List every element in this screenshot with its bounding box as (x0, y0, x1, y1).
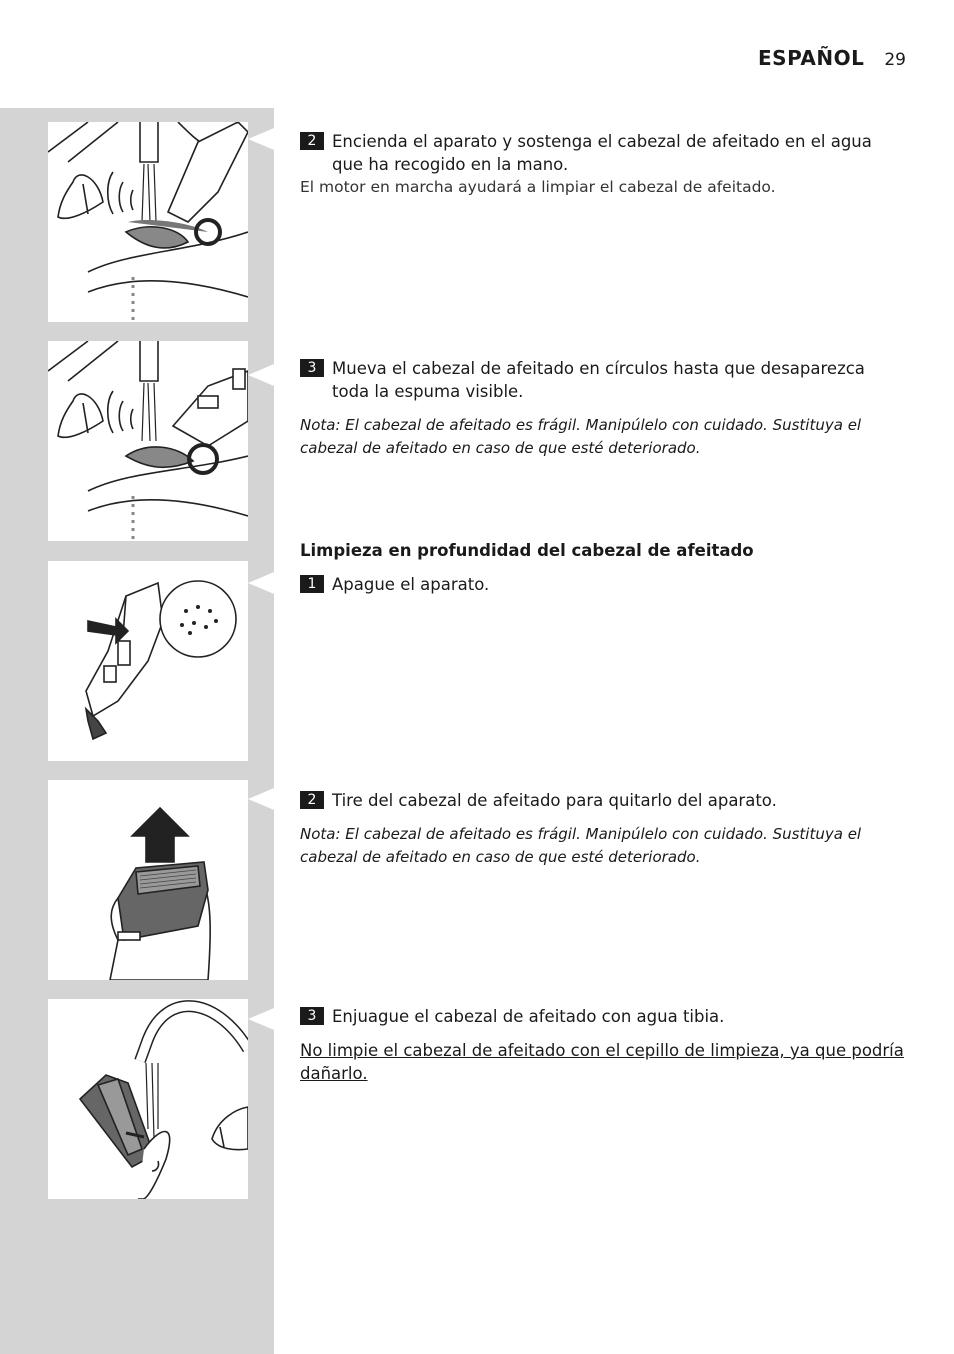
illustration-pointer (248, 572, 274, 594)
step-item (300, 130, 906, 176)
step-number: 2 (300, 791, 324, 809)
section-heading: Limpieza en profundidad del cabezal de afeitado (300, 541, 754, 560)
illustration-pointer (248, 364, 274, 386)
note-text: Nota: El cabezal de afeitado es frágil. Manipúlelo con cuidado. Sustituya el cabezal de afeitado en caso de que esté deteriorado. (300, 416, 862, 457)
step-number: 3 (300, 359, 324, 377)
section-rinse-tap (300, 1005, 906, 1085)
page-header (758, 46, 906, 70)
section-circular-motion (300, 357, 906, 460)
step-text: Apague el aparato. (332, 575, 490, 594)
step-text: Mueva el cabezal de afeitado en círculos hasta que desaparezca toda la espuma visible. (332, 359, 865, 401)
switch-off-illustration (48, 561, 248, 761)
rinse-head-in-hand-illustration (48, 122, 248, 322)
pull-off-head-illustration (48, 780, 248, 980)
section-pull-off-head (300, 789, 906, 869)
step-text: Tire del cabezal de afeitado para quitarlo del aparato. (332, 791, 777, 810)
illustration-pointer (248, 1008, 274, 1030)
step-detail: El motor en marcha ayudará a limpiar el cabezal de afeitado. (300, 178, 776, 196)
step-item (300, 357, 906, 403)
illustration-pointer (248, 788, 274, 810)
step-number: 1 (300, 575, 324, 593)
tap-rinse-illustration (48, 999, 248, 1199)
step-item (300, 789, 906, 812)
step-text: Encienda el aparato y sostenga el cabezal de afeitado en el agua que ha recogido en la mano. (332, 132, 872, 174)
step-number: 3 (300, 1007, 324, 1025)
section-deep-clean (300, 539, 906, 596)
circular-motion-illustration (48, 341, 248, 541)
step-text: Enjuague el cabezal de afeitado con agua tibia. (332, 1007, 725, 1026)
step-number: 2 (300, 132, 324, 150)
warning-text: No limpie el cabezal de afeitado con el cepillo de limpieza, ya que podría dañarlo. (300, 1041, 904, 1083)
step-item (300, 1005, 906, 1028)
language-label: ESPAÑOL (758, 46, 865, 70)
section-rinse-in-hand (300, 130, 906, 199)
page-number: 29 (884, 50, 906, 70)
step-item (300, 573, 906, 596)
illustration-pointer (248, 128, 274, 150)
note-text: Nota: El cabezal de afeitado es frágil. Manipúlelo con cuidado. Sustituya el cabezal de afeitado en caso de que esté deteriorado. (300, 825, 862, 866)
